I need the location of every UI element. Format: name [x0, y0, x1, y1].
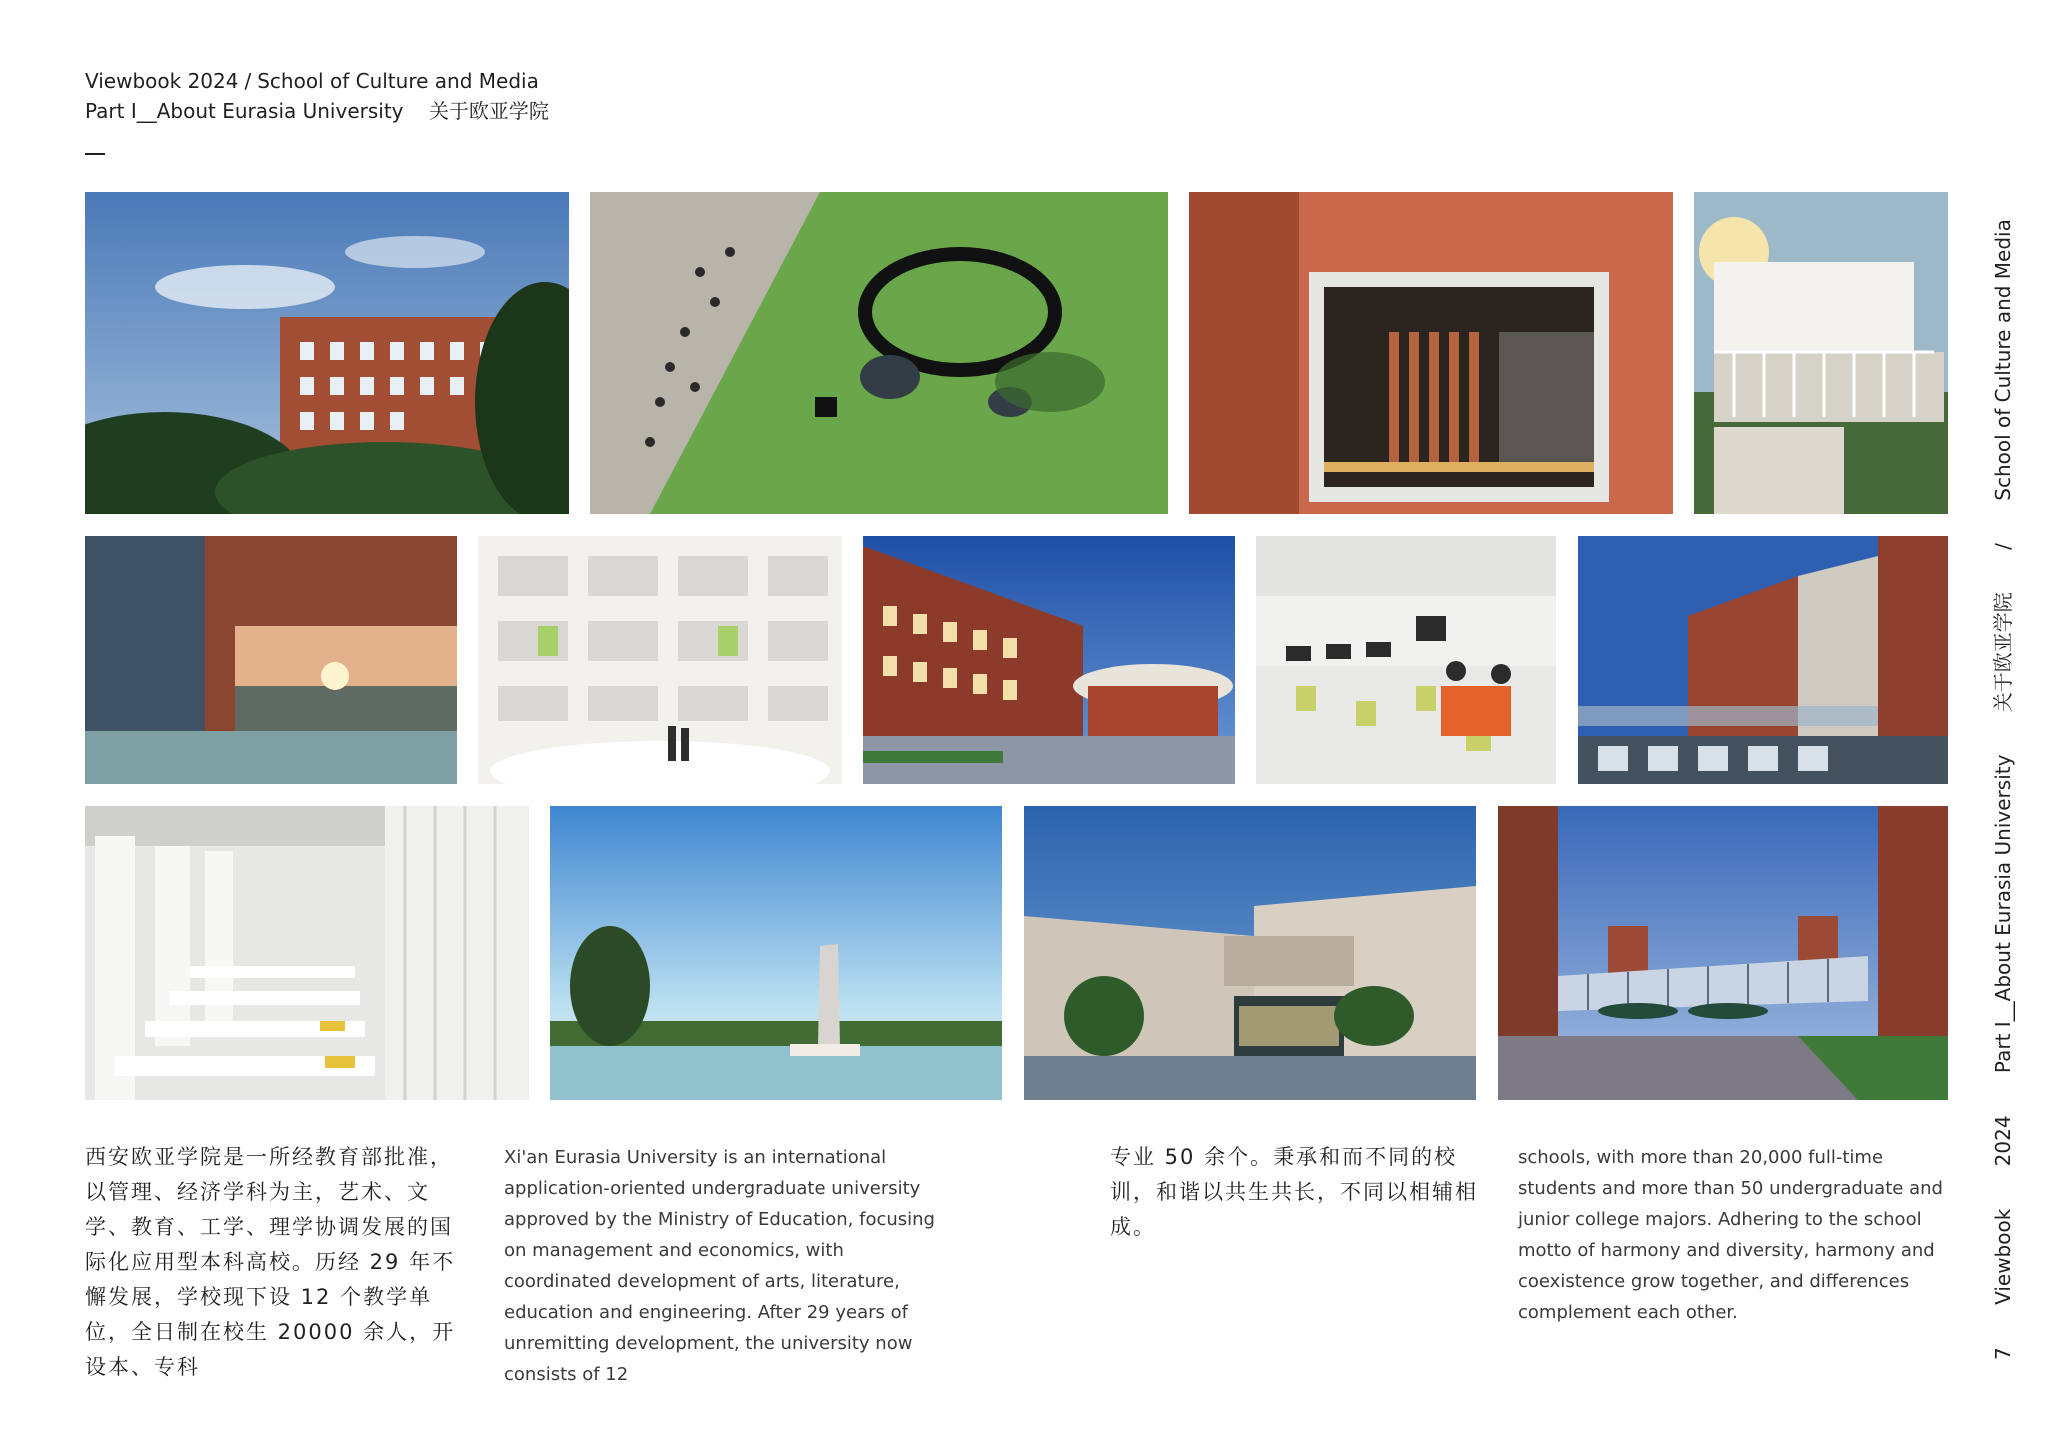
- intro-paragraph-en-1: Xi'an Eurasia University is an international application-oriented undergraduate university approved by the Ministry of Education, focusing on management and economics, with coordinated development of arts, literature, education and engineering. After 29 years of unremitting development, the university now consists of 12: [504, 1147, 935, 1385]
- brick-window-frame-photo: [1189, 192, 1673, 514]
- terrace-sunset-photo: [85, 536, 457, 784]
- intro-paragraph-cn-2: 专业 50 余个。秉承和而不同的校训，和谐以共生共长，不同以相辅相成。: [1110, 1145, 1478, 1239]
- intro-paragraph-cn-1: 西安欧亚学院是一所经教育部批准，以管理、经济学科为主，艺术、文学、教育、工学、理学协调发展的国际化应用型本科高校。历经 29 年不懈发展，学校现下设 12 个教学单位，全日制在校生 20000 余人，开设本、专科: [85, 1145, 456, 1379]
- header-line-1: [85, 66, 549, 96]
- intro-text-en-col2: [1518, 1142, 1948, 1328]
- page-number: 7: [1991, 1347, 2015, 1360]
- intro-paragraph-en-2: schools, with more than 20,000 full-time students and more than 50 undergraduate and junior college majors. Adhering to the school motto of harmony and diversity, harmony and coexistence grow together, and differences complement each other.: [1518, 1147, 1943, 1323]
- header-separator: /: [244, 69, 252, 93]
- header-dash: [85, 153, 105, 155]
- campus-building-sky-photo: [85, 192, 569, 514]
- side-part: Part I__About Eurasia University: [1991, 754, 2015, 1074]
- page-header: [85, 66, 549, 126]
- side-year: 2024: [1991, 1115, 2015, 1167]
- header-line-2: [85, 96, 549, 126]
- intro-text-cn-col2: [1110, 1140, 1490, 1245]
- intro-text-en-col1: [504, 1142, 944, 1390]
- white-atrium-photo: [478, 536, 842, 784]
- campus-building-dusk-photo: [863, 536, 1235, 784]
- library-building-photo: [1024, 806, 1476, 1100]
- computer-lab-photo: [1256, 536, 1556, 784]
- side-viewbook: Viewbook: [1991, 1208, 2015, 1305]
- balcony-sunset-photo: [1694, 192, 1948, 514]
- lake-tower-photo: [550, 806, 1002, 1100]
- aerial-sculpture-lawn-photo: [590, 192, 1168, 514]
- part-label: Part I__About Eurasia University: [85, 99, 404, 123]
- part-label-cn: 关于欧亚学院: [428, 99, 549, 123]
- glass-bridge-photo: [1498, 806, 1948, 1100]
- publication-label: Viewbook 2024: [85, 69, 239, 93]
- side-part-cn: 关于欧亚学院: [1991, 592, 2015, 713]
- intro-text-cn-col1: [85, 1140, 465, 1385]
- side-school: School of Culture and Media: [1991, 219, 2015, 501]
- red-brick-facade-photo: [1578, 536, 1948, 784]
- side-running-label: [1988, 219, 2018, 1360]
- white-corridor-photo: [85, 806, 529, 1100]
- side-separator: /: [1991, 543, 2015, 550]
- school-label: School of Culture and Media: [257, 69, 539, 93]
